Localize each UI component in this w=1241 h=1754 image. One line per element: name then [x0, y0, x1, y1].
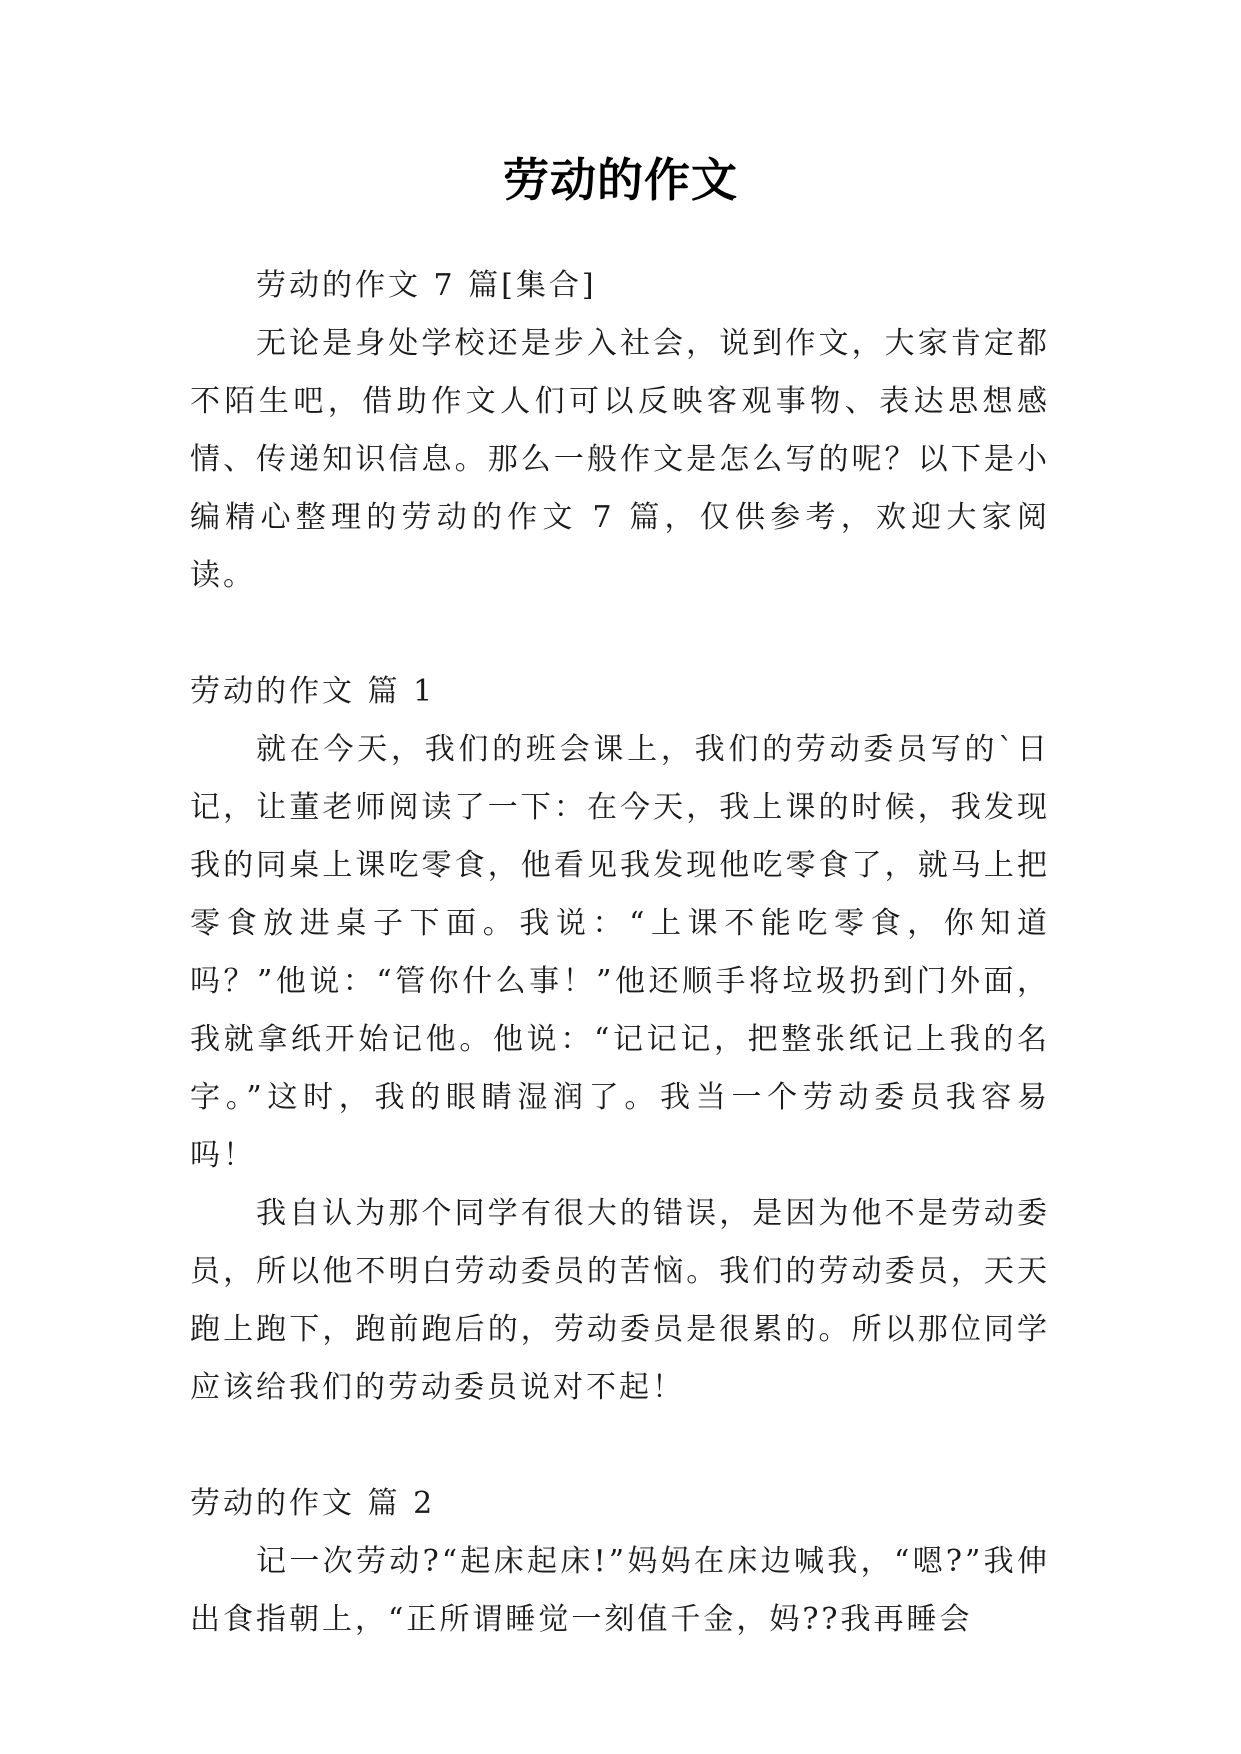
section-heading-1: 劳动的作文 篇 1 — [190, 674, 436, 709]
section-1-paragraph-2: 我自认为那个同学有很大的错误，是因为他不是劳动委员，所以他不明白劳动委员的苦恼。我们的劳动委员，天天跑上跑下，跑前跑后的，劳动委员是很累的。所以那位同学应该给我们的劳动委员说对不起！ — [190, 1196, 1050, 1405]
section-1-paragraph-1: 就在今天，我们的班会课上，我们的劳动委员写的`日记，让董老师阅读了一下：在今天，我上课的时候，我发现我的同桌上课吃零食，他看见我发现他吃零食了，就马上把零食放进桌子下面。我说：“上课不能吃零食，你知道吗？”他说：“管你什么事！”他还顺手将垃圾扔到门外面，我就拿纸开始记他。他说：“记记记，把整张纸记上我的名字。”这时，我的眼睛湿润了。我当一个劳动委员我容易吗！ — [190, 732, 1050, 1173]
document-title: 劳动的作文 — [503, 153, 738, 207]
intro-heading: 劳动的作文 7 篇[集合] — [256, 268, 597, 303]
section-2-paragraph-1: 记一次劳动?“起床起床!”妈妈在床边喊我，“嗯?”我伸出食指朝上，“正所谓睡觉一刻值千金，妈??我再睡会 — [190, 1544, 1050, 1637]
document-body — [190, 257, 1050, 1649]
section-heading-2: 劳动的作文 篇 2 — [190, 1486, 436, 1521]
intro-paragraph: 无论是身处学校还是步入社会，说到作文，大家肯定都不陌生吧，借助作文人们可以反映客观事物、表达思想感情、传递知识信息。那么一般作文是怎么写的呢？以下是小编精心整理的劳动的作文 7 篇，仅供参考，欢迎大家阅读。 — [190, 326, 1050, 593]
